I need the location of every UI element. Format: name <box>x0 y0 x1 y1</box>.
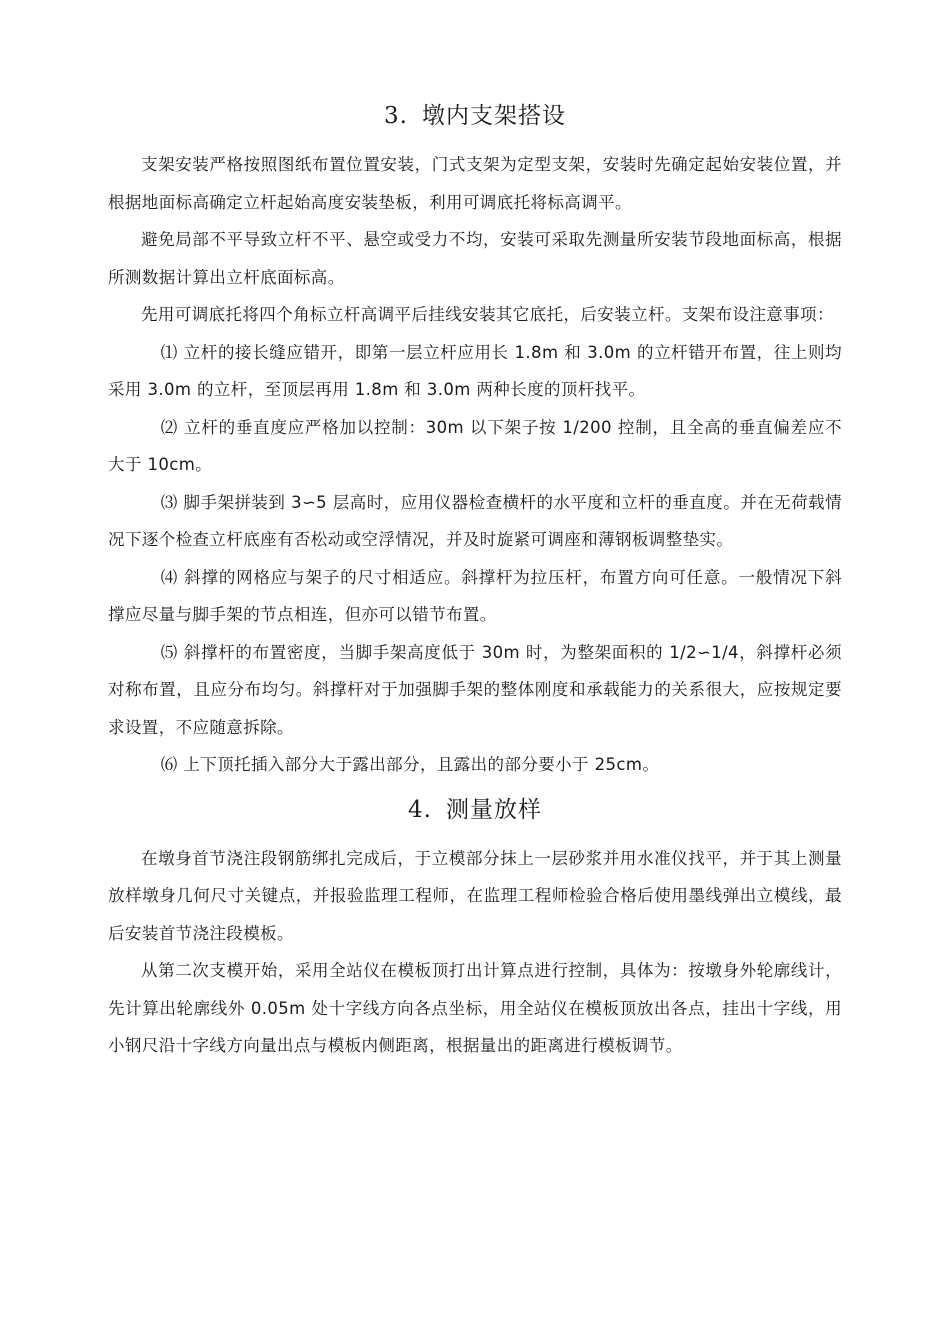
list-item: ⑴ 立杆的接长缝应错开，即第一层立杆应用长 1.8m 和 3.0m 的立杆错开布置，往上则均采用 3.0m 的立杆，至顶层再用 1.8m 和 3.0m 两种长度的顶杆找平。 <box>108 342 842 399</box>
list-item: ⑵ 立杆的垂直度应严格加以控制：30m 以下架子按 1/200 控制，且全高的垂直偏差应不大于 10cm。 <box>108 417 842 474</box>
document-page <box>108 96 842 1065</box>
section-4-title: 测量放样 <box>445 796 542 823</box>
paragraph: 避免局部不平导致立杆不平、悬空或受力不均，安装可采取先测量所安装节段地面标高，根据所测数据计算出立杆底面标高。 <box>108 230 842 287</box>
section-3-title: 墩内支架搭设 <box>421 103 566 129</box>
list-item: ⑶ 脚手架拼装到 3∽5 层高时，应用仪器检查横杆的水平度和立杆的垂直度。并在无荷载情况下逐个检查立杆底座有否松动或空浮情况，并及时旋紧可调座和薄钢板调整垫实。 <box>108 492 842 549</box>
paragraph: 支架安装严格按照图纸布置位置安装，门式支架为定型支架，安装时先确定起始安装位置，并根据地面标高确定立杆起始高度安装垫板，利用可调底托将标高调平。 <box>108 155 842 212</box>
paragraph: 从第二次支模开始，采用全站仪在模板顶打出计算点进行控制，具体为：按墩身外轮廓线计，先计算出轮廓线外 0.05m 处十字线方向各点坐标，用全站仪在模板顶放出各点，挂出十字线，用小钢尺沿十字线方向量出点与模板内侧距离，根据量出的距离进行模板调节。 <box>108 961 842 1055</box>
section-4-number: 4. <box>408 796 432 823</box>
paragraph: 先用可调底托将四个角标立杆高调平后挂线安装其它底托，后安装立杆。支架布设注意事项： <box>141 305 834 324</box>
section-4-heading <box>108 790 842 830</box>
list-item: ⑸ 斜撑杆的布置密度，当脚手架高度低于 30m 时，为整架面积的 1/2∽1/4，斜撑杆必须对称布置，且应分布均匀。斜撑杆对于加强脚手架的整体刚度和承载能力的关系很大，应按规定要求设置，不应随意拆除。 <box>108 642 842 737</box>
paragraph: 在墩身首节浇注段钢筋绑扎完成后，于立模部分抹上一层砂浆并用水准仪找平，并于其上测量放样墩身几何尺寸关键点，并报验监理工程师，在监理工程师检验合格后使用墨线弹出立模线，最后安装首节浇注段模板。 <box>108 848 842 943</box>
section-3-heading <box>108 96 842 136</box>
list-item: ⑷ 斜撑的网格应与架子的尺寸相适应。斜撑杆为拉压杆，布置方向可任意。一般情况下斜撑应尽量与脚手架的节点相连，但亦可以错节布置。 <box>108 567 842 624</box>
list-item: ⑹ 上下顶托插入部分大于露出部分，且露出的部分要小于 25cm。 <box>160 755 660 774</box>
section-3-number: 3. <box>384 103 408 129</box>
